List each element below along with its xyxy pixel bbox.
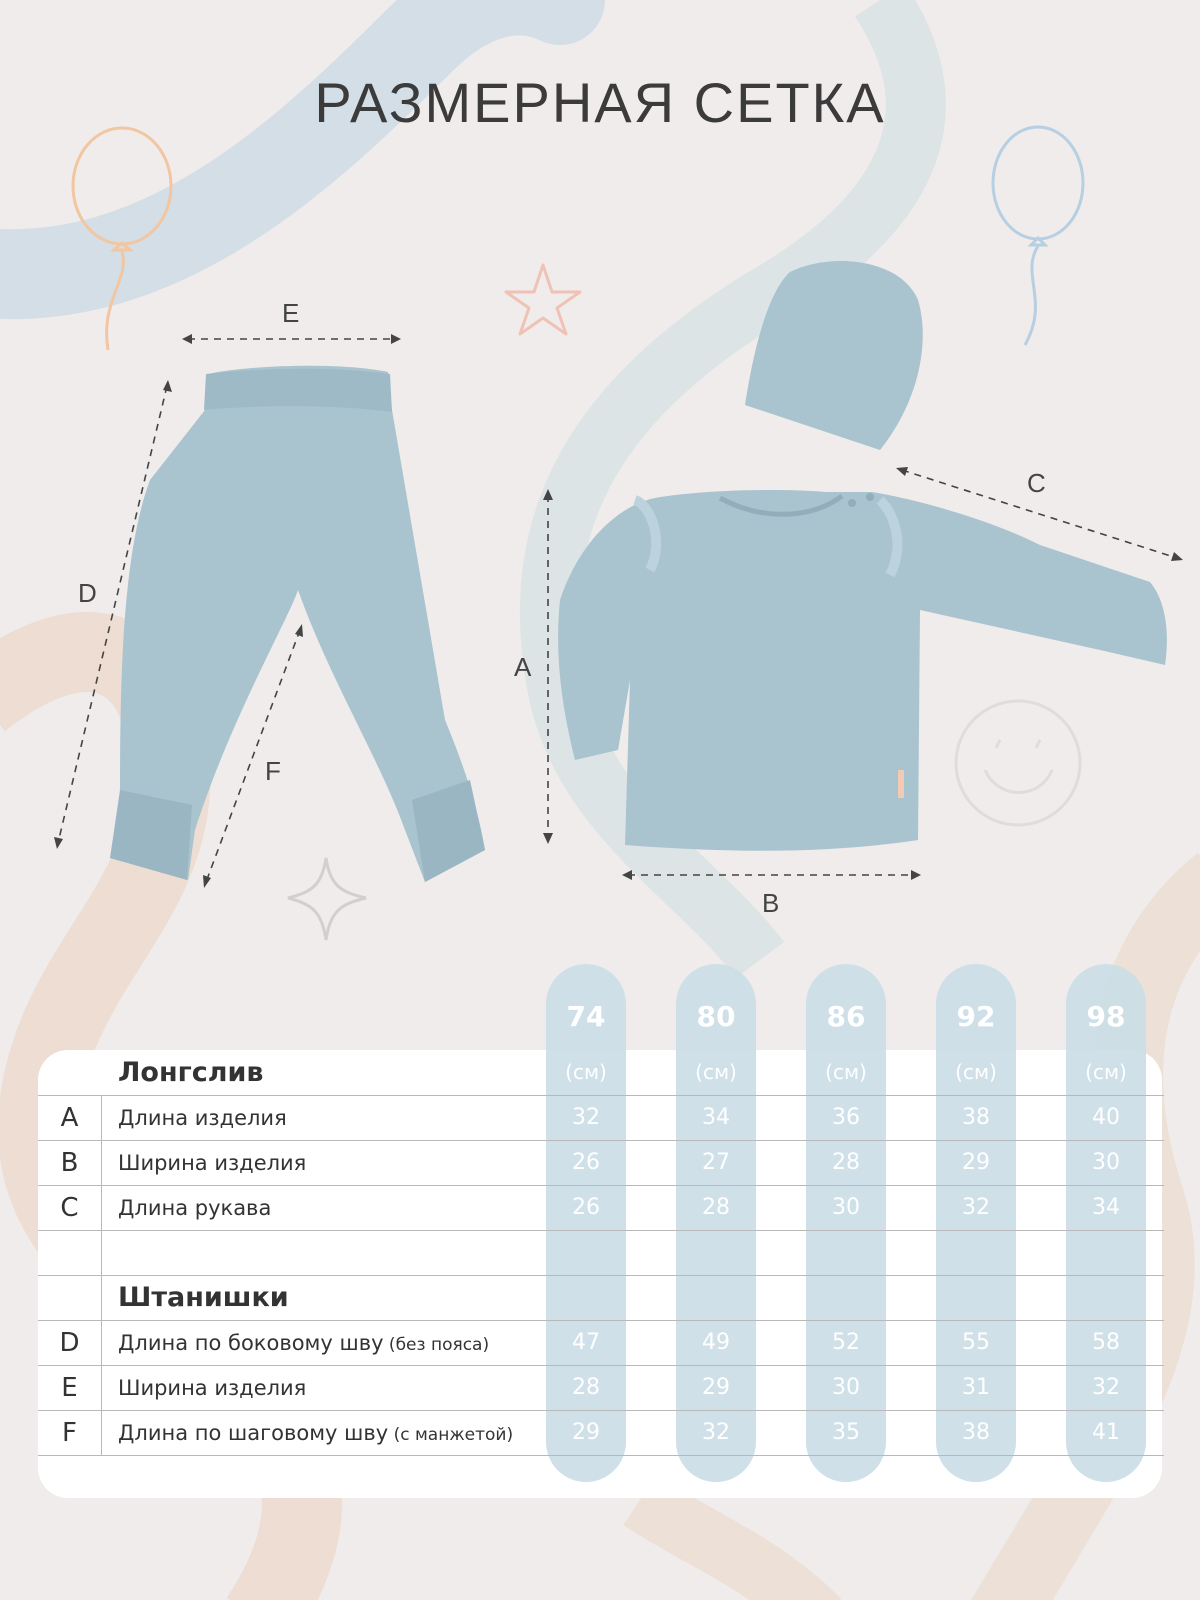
row-label bbox=[118, 1151, 306, 1175]
row-letter: D bbox=[59, 1328, 80, 1358]
dimension-label-c: C bbox=[1027, 468, 1046, 498]
size-column bbox=[1066, 964, 1146, 1482]
table-cell: 40 bbox=[1092, 1105, 1120, 1130]
size-header: 86 bbox=[826, 1000, 866, 1033]
row-label-note: (без пояса) bbox=[383, 1335, 490, 1355]
table-divider bbox=[38, 1365, 1164, 1366]
table-cell: 32 bbox=[572, 1105, 600, 1130]
table-divider bbox=[38, 1140, 1164, 1141]
table-cell: 30 bbox=[832, 1375, 860, 1400]
dimension-label-a: A bbox=[514, 652, 532, 682]
section-title: Штанишки bbox=[118, 1282, 289, 1313]
dimension-label-f: F bbox=[265, 756, 281, 786]
size-header: 98 bbox=[1086, 1000, 1126, 1033]
table-cell: 32 bbox=[962, 1195, 990, 1220]
row-label bbox=[118, 1106, 287, 1130]
size-header: 80 bbox=[696, 1000, 736, 1033]
row-letter: A bbox=[60, 1103, 79, 1133]
table-cell: 34 bbox=[702, 1105, 730, 1130]
table-vertical-divider bbox=[101, 1095, 102, 1455]
balloon-icon bbox=[993, 127, 1083, 345]
row-letter: F bbox=[62, 1418, 77, 1448]
dimension-label-d: D bbox=[78, 578, 97, 608]
table-cell: 29 bbox=[572, 1420, 600, 1445]
sparkle-icon bbox=[288, 858, 366, 940]
table-cell: 26 bbox=[572, 1150, 600, 1175]
trousers-illustration bbox=[110, 366, 485, 882]
row-label bbox=[118, 1376, 306, 1400]
table-cell: 27 bbox=[702, 1150, 730, 1175]
table-cell: 32 bbox=[1092, 1375, 1120, 1400]
table-cell: 29 bbox=[702, 1375, 730, 1400]
row-label-text: Длина по боковому шву bbox=[118, 1331, 384, 1355]
row-label-text: Длина изделия bbox=[118, 1106, 287, 1130]
table-cell: 28 bbox=[832, 1150, 860, 1175]
smiley-icon bbox=[956, 701, 1080, 825]
row-letter: B bbox=[60, 1148, 79, 1178]
longsleeve-illustration bbox=[558, 490, 1167, 851]
size-unit: (см) bbox=[955, 1060, 997, 1084]
balloon-icon bbox=[73, 128, 171, 350]
size-header: 92 bbox=[956, 1000, 996, 1033]
table-cell: 28 bbox=[702, 1195, 730, 1220]
table-divider bbox=[38, 1410, 1164, 1411]
table-cell: 26 bbox=[572, 1195, 600, 1220]
table-cell: 38 bbox=[962, 1105, 990, 1130]
dimension-label-e: E bbox=[282, 298, 300, 328]
size-unit: (см) bbox=[565, 1060, 607, 1084]
row-label bbox=[118, 1331, 489, 1355]
beanie-illustration bbox=[745, 261, 923, 450]
size-header: 74 bbox=[566, 1000, 606, 1033]
table-cell: 30 bbox=[832, 1195, 860, 1220]
page-title: РАЗМЕРНАЯ СЕТКА bbox=[314, 71, 886, 134]
section-title: Лонгслив bbox=[118, 1057, 264, 1088]
row-label-text: Ширина изделия bbox=[118, 1151, 307, 1175]
size-unit: (см) bbox=[695, 1060, 737, 1084]
row-letter: E bbox=[61, 1373, 78, 1403]
table-cell: 30 bbox=[1092, 1150, 1120, 1175]
table-cell: 38 bbox=[962, 1420, 990, 1445]
row-label bbox=[118, 1421, 513, 1445]
row-label-text: Длина рукава bbox=[118, 1196, 272, 1220]
table-cell: 49 bbox=[702, 1330, 730, 1355]
size-column bbox=[676, 964, 756, 1482]
table-cell: 35 bbox=[832, 1420, 860, 1445]
size-column bbox=[936, 964, 1016, 1482]
size-unit: (см) bbox=[825, 1060, 867, 1084]
row-letter: C bbox=[60, 1193, 79, 1223]
table-cell: 52 bbox=[832, 1330, 860, 1355]
size-unit: (см) bbox=[1085, 1060, 1127, 1084]
table-divider bbox=[38, 1455, 1164, 1456]
table-cell: 36 bbox=[832, 1105, 860, 1130]
table-cell: 58 bbox=[1092, 1330, 1120, 1355]
table-cell: 31 bbox=[962, 1375, 990, 1400]
table-cell: 29 bbox=[962, 1150, 990, 1175]
size-column bbox=[546, 964, 626, 1482]
dimension-label-b: B bbox=[762, 888, 780, 918]
size-column bbox=[806, 964, 886, 1482]
table-divider bbox=[38, 1230, 1164, 1231]
row-label-note: (с манжетой) bbox=[388, 1425, 514, 1445]
table-cell: 55 bbox=[962, 1330, 990, 1355]
row-label bbox=[118, 1196, 271, 1220]
table-divider bbox=[38, 1185, 1164, 1186]
table-divider bbox=[38, 1320, 1164, 1321]
row-label-text: Ширина изделия bbox=[118, 1376, 307, 1400]
table-cell: 41 bbox=[1092, 1420, 1120, 1445]
star-icon bbox=[506, 265, 580, 334]
table-cell: 32 bbox=[702, 1420, 730, 1445]
table-cell: 34 bbox=[1092, 1195, 1120, 1220]
table-divider bbox=[38, 1095, 1164, 1096]
table-divider bbox=[38, 1275, 1164, 1276]
table-cell: 47 bbox=[572, 1330, 600, 1355]
table-cell: 28 bbox=[572, 1375, 600, 1400]
row-label-text: Длина по шаговому шву bbox=[118, 1421, 389, 1445]
